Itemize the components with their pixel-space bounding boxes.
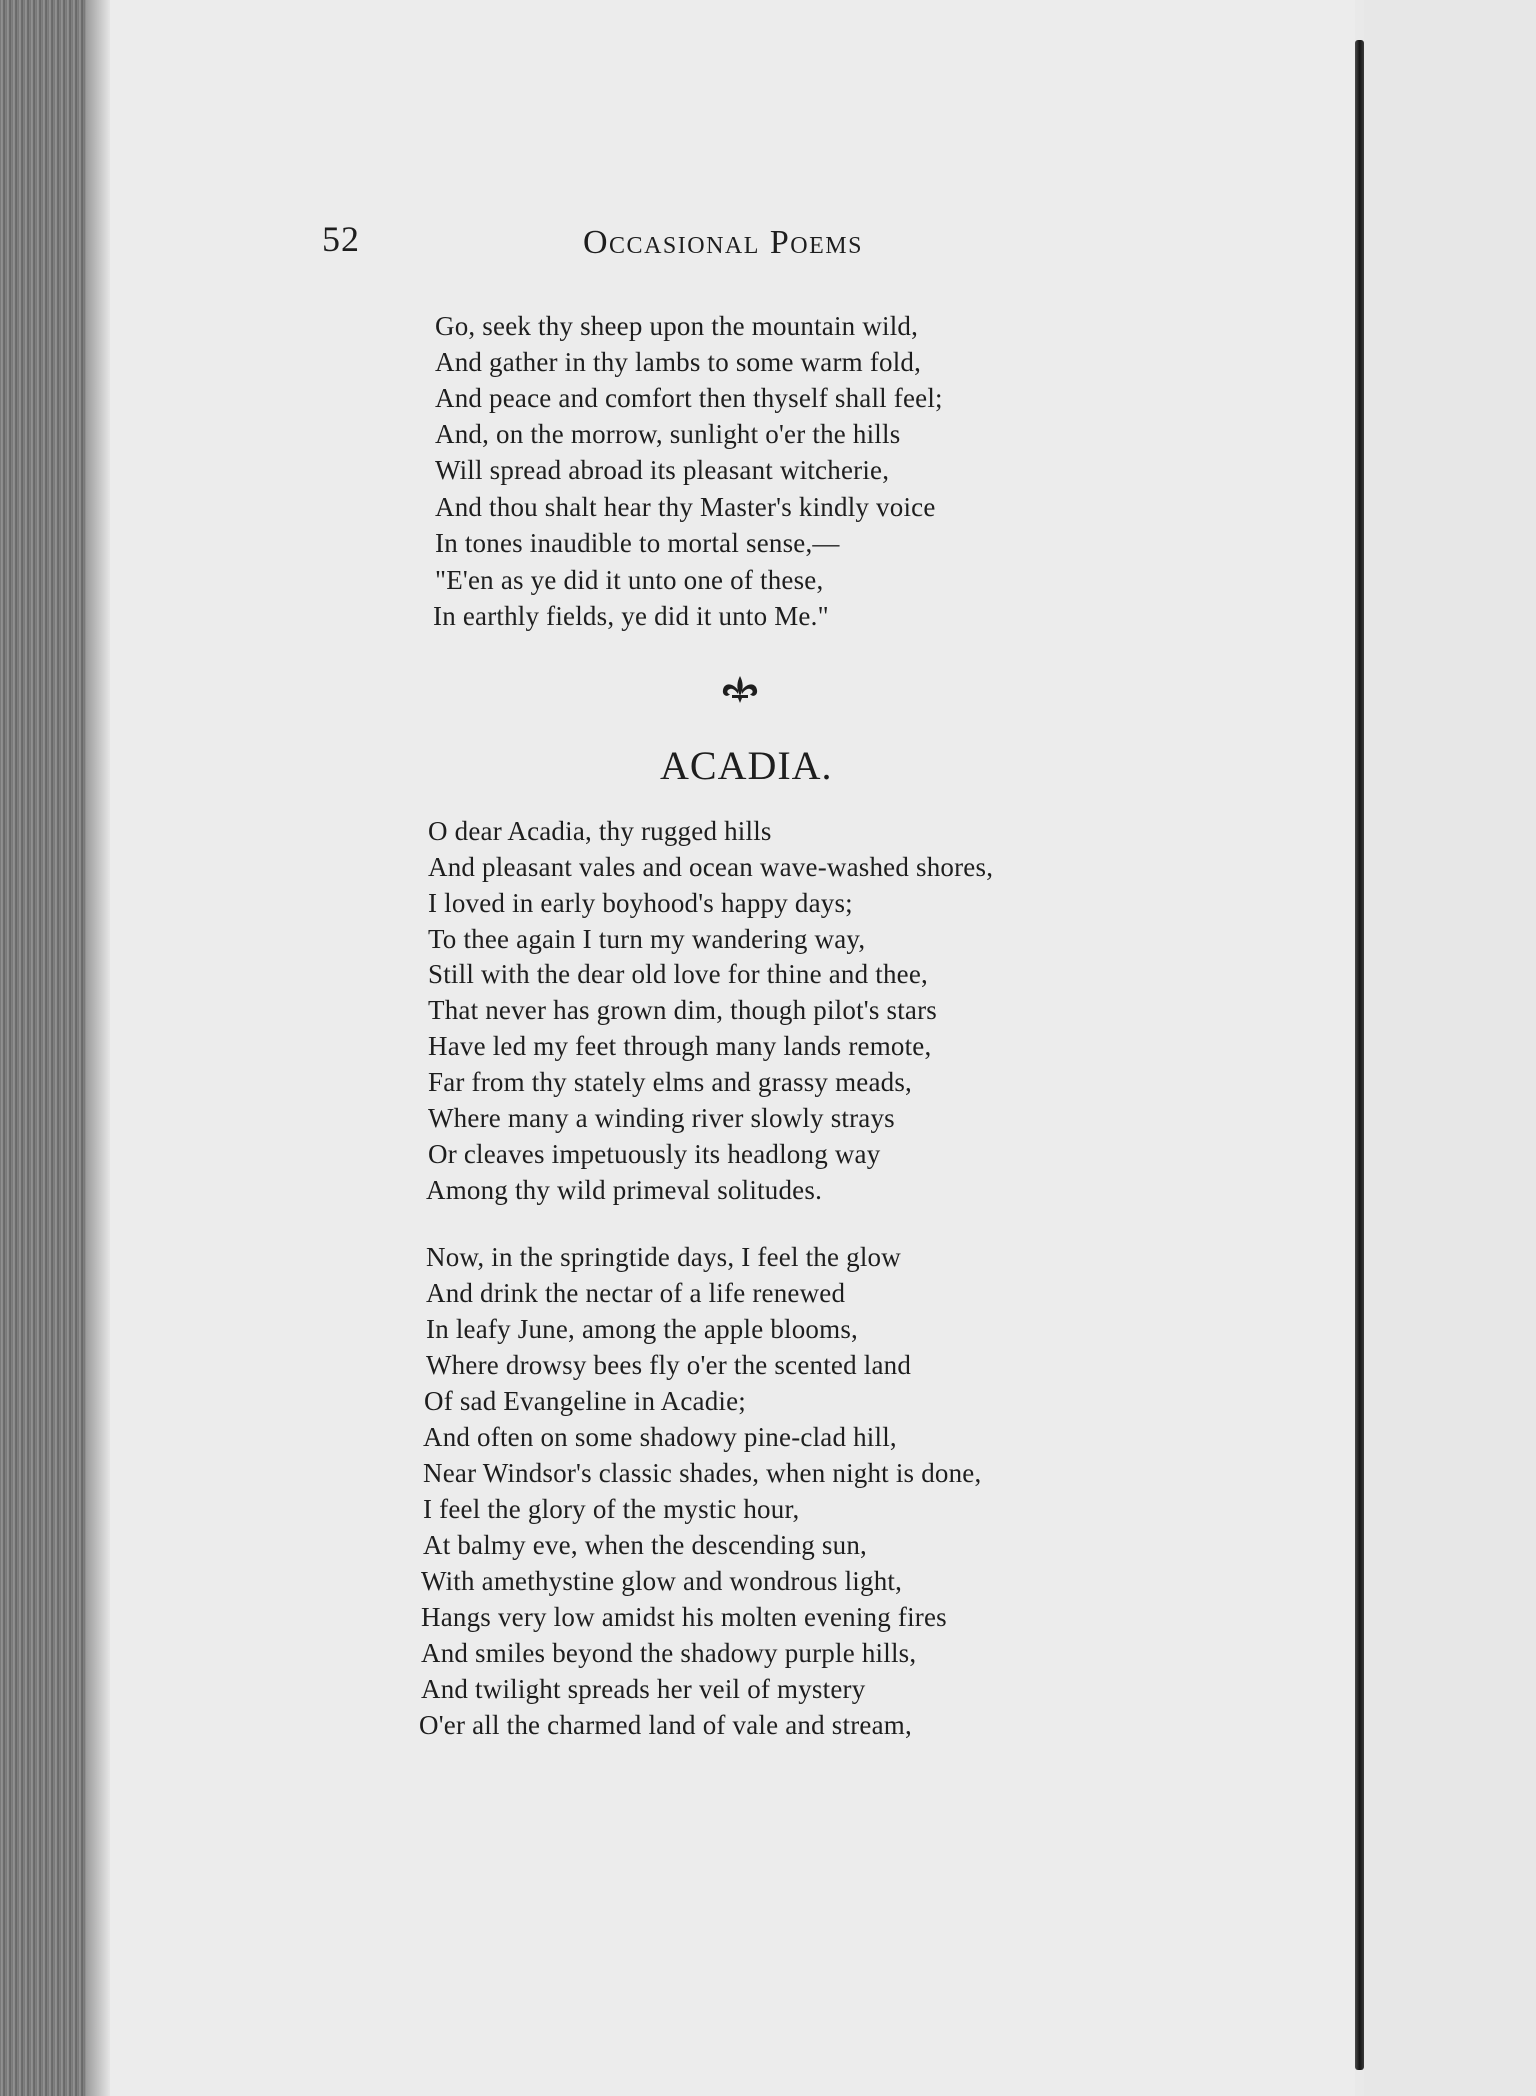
poem-line: Near Windsor's classic shades, when night is done,: [423, 1458, 982, 1488]
poem-line: And, on the morrow, sunlight o'er the hills: [435, 419, 901, 449]
poem-line: Hangs very low amidst his molten evening fires: [421, 1602, 947, 1632]
page-edge-shadow: [86, 0, 110, 2096]
poem-line: And thou shalt hear thy Master's kindly voice: [435, 492, 936, 522]
poem-line: In leafy June, among the apple blooms,: [426, 1314, 858, 1344]
poem-line: O dear Acadia, thy rugged hills: [428, 816, 772, 846]
poem-line: Still with the dear old love for thine and thee,: [428, 959, 928, 989]
poem-line: With amethystine glow and wondrous light,: [421, 1566, 903, 1596]
facing-page-margin: [1364, 0, 1536, 2096]
book-page-edges: [0, 0, 100, 2096]
poem-line: Have led my feet through many lands remote,: [428, 1031, 932, 1061]
poem-line: That never has grown dim, though pilot's stars: [428, 995, 937, 1025]
poem-line: O'er all the charmed land of vale and stream,: [419, 1710, 912, 1740]
poem-line: And pleasant vales and ocean wave-washed shores,: [428, 852, 994, 882]
poem-line: And peace and comfort then thyself shall feel;: [435, 383, 943, 413]
poem-line: Where drowsy bees fly o'er the scented land: [426, 1350, 912, 1380]
poem-line: In tones inaudible to mortal sense,—: [435, 528, 840, 558]
poem-line: Far from thy stately elms and grassy meads,: [428, 1067, 913, 1097]
poem-title: ACADIA.: [660, 743, 833, 788]
poem-line: I feel the glory of the mystic hour,: [423, 1494, 800, 1524]
poem-line: Will spread abroad its pleasant witcherie,: [435, 455, 890, 485]
poem-line: At balmy eve, when the descending sun,: [423, 1530, 867, 1560]
poem-line: And often on some shadowy pine-clad hill,: [423, 1422, 897, 1452]
poem-line: Among thy wild primeval solitudes.: [426, 1175, 823, 1205]
poem-line: And twilight spreads her veil of mystery: [421, 1674, 866, 1704]
poem-line: Where many a winding river slowly strays: [428, 1103, 895, 1133]
page-number: 52: [322, 219, 360, 259]
poem-line: "E'en as ye did it unto one of these,: [435, 565, 824, 595]
poem-line: I loved in early boyhood's happy days;: [428, 888, 853, 918]
poem-line: And gather in thy lambs to some warm fold,: [435, 347, 922, 377]
running-head: Occasional Poems: [583, 224, 863, 261]
fleuron-icon: [718, 674, 762, 704]
poem-line: In earthly fields, ye did it unto Me.": [433, 601, 829, 631]
poem-line: Or cleaves impetuously its headlong way: [428, 1139, 881, 1169]
poem-line: To thee again I turn my wandering way,: [428, 924, 866, 954]
poem-line: Go, seek thy sheep upon the mountain wild,: [435, 311, 919, 341]
poem-line: Now, in the springtide days, I feel the glow: [426, 1242, 901, 1272]
book-gutter: [1355, 40, 1364, 2070]
poem-line: And smiles beyond the shadowy purple hills,: [421, 1638, 917, 1668]
poem-line: And drink the nectar of a life renewed: [426, 1278, 846, 1308]
poem-line: Of sad Evangeline in Acadie;: [424, 1386, 746, 1416]
